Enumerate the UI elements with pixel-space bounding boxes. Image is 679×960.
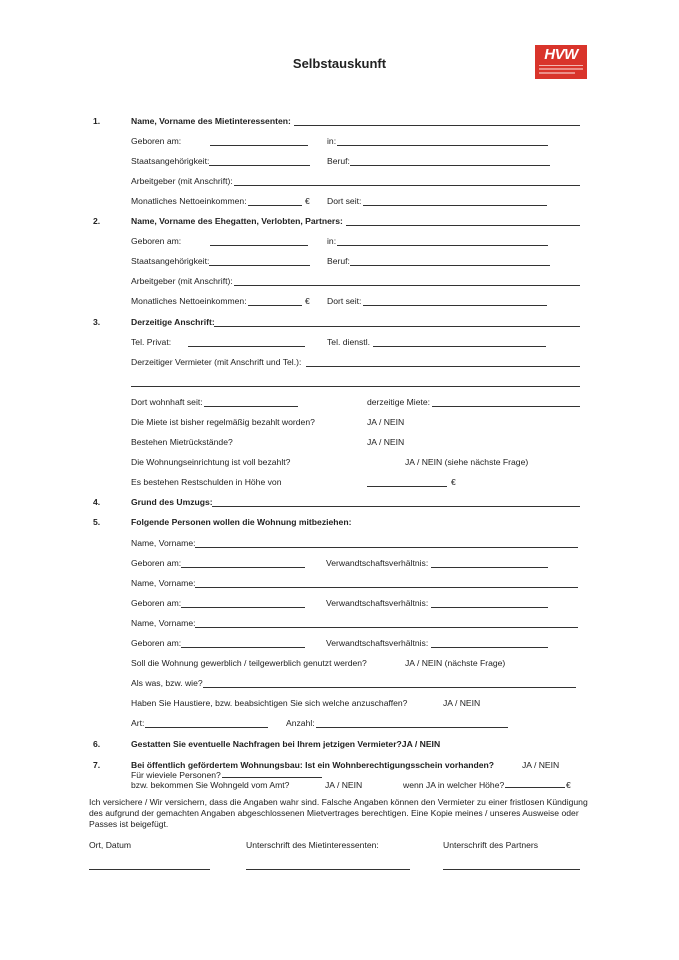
euro-sign: € (305, 196, 310, 206)
field-label: Für wieviele Personen? (131, 770, 221, 780)
debts-field[interactable] (367, 486, 447, 487)
field-label: Geboren am: (131, 136, 182, 146)
field-label: Dort wohnhaft seit: (131, 397, 203, 407)
yes-no-option: JA / NEIN (325, 780, 363, 790)
section-number: 2. (93, 216, 101, 226)
employer-field[interactable] (234, 285, 580, 286)
field-label: in: (327, 136, 337, 146)
field-label: in: (327, 236, 337, 246)
field-label: Name, Vorname: (131, 618, 196, 628)
nationality-field[interactable] (209, 165, 310, 166)
partner-signature-label: Unterschrift des Partners (443, 840, 539, 850)
section-heading: Derzeitige Anschrift: (131, 317, 215, 327)
euro-sign: € (305, 296, 310, 306)
field-label: Geboren am: (131, 638, 182, 648)
field-label: Arbeitgeber (mit Anschrift): (131, 276, 233, 286)
place-date-field[interactable] (89, 869, 210, 870)
field-label: Verwandtschaftsverhältnis: (326, 598, 429, 608)
field-label: Haben Sie Haustiere, bzw. beabsichtigen Sie sich welche anzuschaffen? (131, 698, 408, 708)
person-name-field[interactable] (195, 627, 578, 628)
euro-sign: € (566, 780, 571, 790)
field-label: Dort seit: (327, 196, 362, 206)
field-label: Staatsangehörigkeit: (131, 156, 210, 166)
birthplace-field[interactable] (337, 145, 548, 146)
field-label: bzw. bekommen Sie Wohngeld vom Amt? (131, 780, 290, 790)
landlord-field[interactable] (306, 366, 580, 367)
person-name-field[interactable] (195, 587, 578, 588)
tel-private-field[interactable] (188, 346, 305, 347)
occupation-field[interactable] (350, 165, 550, 166)
field-label: Beruf: (327, 156, 350, 166)
section-number: 4. (93, 497, 101, 507)
person-birthdate-field[interactable] (181, 647, 305, 648)
field-label: derzeitige Miete: (367, 397, 431, 407)
field-label: Anzahl: (286, 718, 315, 728)
since-field[interactable] (363, 205, 547, 206)
birthplace-field[interactable] (337, 245, 548, 246)
occupation-field[interactable] (350, 265, 550, 266)
yes-no-option: JA / NEIN (443, 698, 481, 708)
living-since-field[interactable] (204, 406, 298, 407)
field-label: Bestehen Mietrückstände? (131, 437, 233, 447)
field-label: wenn JA in welcher Höhe? (403, 780, 505, 790)
yes-no-option: JA / NEIN (367, 417, 405, 427)
section-heading: Name, Vorname des Ehegatten, Verlobten, Partners: (131, 216, 343, 226)
pet-kind-field[interactable] (145, 727, 268, 728)
yes-no-option: JA / NEIN (367, 437, 405, 447)
birthdate-field[interactable] (210, 245, 308, 246)
name-field[interactable] (294, 125, 580, 126)
field-label: Die Miete ist bisher regelmäßig bezahlt worden? (131, 417, 315, 427)
page-title: Selbstauskunft (292, 56, 387, 71)
section-number: 7. (93, 760, 101, 770)
relation-field[interactable] (431, 567, 548, 568)
person-birthdate-field[interactable] (181, 567, 305, 568)
yes-no-option: JA / NEIN (siehe nächste Frage) (405, 457, 529, 467)
section-heading: Grund des Umzugs: (131, 497, 213, 507)
field-label: Die Wohnungseinrichtung ist voll bezahlt? (131, 457, 291, 467)
logo-text: HVW (544, 46, 578, 63)
rent-field[interactable] (432, 406, 580, 407)
field-label: Es bestehen Restschulden in Höhe von (131, 477, 282, 487)
field-label: Verwandtschaftsverhältnis: (326, 638, 429, 648)
field-label: Tel. Privat: (131, 337, 172, 347)
section-number: 5. (93, 517, 101, 527)
field-label: Monatliches Nettoeinkommen: (131, 196, 247, 206)
euro-sign: € (451, 477, 456, 487)
usage-field[interactable] (203, 687, 576, 688)
section-number: 3. (93, 317, 101, 327)
field-label: Als was, bzw. wie? (131, 678, 203, 688)
hvw-logo (535, 45, 587, 79)
field-label: Beruf: (327, 256, 350, 266)
nationality-field[interactable] (209, 265, 310, 266)
field-label: Art: (131, 718, 145, 728)
field-label: Soll die Wohnung gewerblich / teilgewerblich genutzt werden? (131, 658, 367, 668)
person-name-field[interactable] (195, 547, 578, 548)
field-label: Monatliches Nettoeinkommen: (131, 296, 247, 306)
field-label: Geboren am: (131, 598, 182, 608)
field-label: Geboren am: (131, 236, 182, 246)
applicant-signature-field[interactable] (246, 869, 410, 870)
section-number: 6. (93, 739, 101, 749)
relation-field[interactable] (431, 607, 548, 608)
partner-signature-field[interactable] (443, 869, 580, 870)
income-field[interactable] (248, 205, 302, 206)
field-label: Tel. dienstl. (327, 337, 370, 347)
tel-work-field[interactable] (373, 346, 546, 347)
amount-field[interactable] (505, 787, 565, 788)
field-label: Staatsangehörigkeit: (131, 256, 210, 266)
section-heading: Folgende Personen wollen die Wohnung mitbeziehen: (131, 517, 352, 527)
person-birthdate-field[interactable] (181, 607, 305, 608)
landlord-field-2[interactable] (131, 386, 580, 387)
field-label: Derzeitiger Vermieter (mit Anschrift und Tel.): (131, 357, 302, 367)
income-field[interactable] (248, 305, 302, 306)
since-field[interactable] (363, 305, 547, 306)
field-label: Verwandtschaftsverhältnis: (326, 558, 429, 568)
field-label: Name, Vorname: (131, 538, 196, 548)
employer-field[interactable] (234, 185, 580, 186)
place-date-label: Ort, Datum (89, 840, 132, 850)
declaration-text: Ich versichere / Wir versichern, dass die Angaben wahr sind. Falsche Angaben können den Vermieter zu einer fristlosen Kündigung des aufgrund der gemachten Angaben abgeschlossenen Mietvertrages berechtigen. Eine Kopie meines / unseres Ausweise oder Passes ist beigefügt. (89, 797, 588, 829)
section-heading: Name, Vorname des Mietinteressenten: (131, 116, 291, 126)
field-label: Geboren am: (131, 558, 182, 568)
persons-field[interactable] (222, 777, 322, 778)
yes-no-option: JA / NEIN (522, 760, 560, 770)
name-field[interactable] (346, 225, 580, 226)
pet-count-field[interactable] (316, 727, 508, 728)
field-label: Name, Vorname: (131, 578, 196, 588)
field-label: Dort seit: (327, 296, 362, 306)
section-heading: Bei öffentlich gefördertem Wohnungsbau: Ist ein Wohnberechtigungsschein vorhanden? (131, 760, 495, 770)
applicant-signature-label: Unterschrift des Mietinteressenten: (246, 840, 379, 850)
birthdate-field[interactable] (210, 145, 308, 146)
relation-field[interactable] (431, 647, 548, 648)
field-label: Arbeitgeber (mit Anschrift): (131, 176, 233, 186)
reason-field[interactable] (212, 506, 580, 507)
section-number: 1. (93, 116, 101, 126)
yes-no-option: JA / NEIN (nächste Frage) (405, 658, 506, 668)
section-heading: Gestatten Sie eventuelle Nachfragen bei Ihrem jetzigen Vermieter?JA / NEIN (131, 739, 441, 749)
address-field[interactable] (214, 326, 580, 327)
